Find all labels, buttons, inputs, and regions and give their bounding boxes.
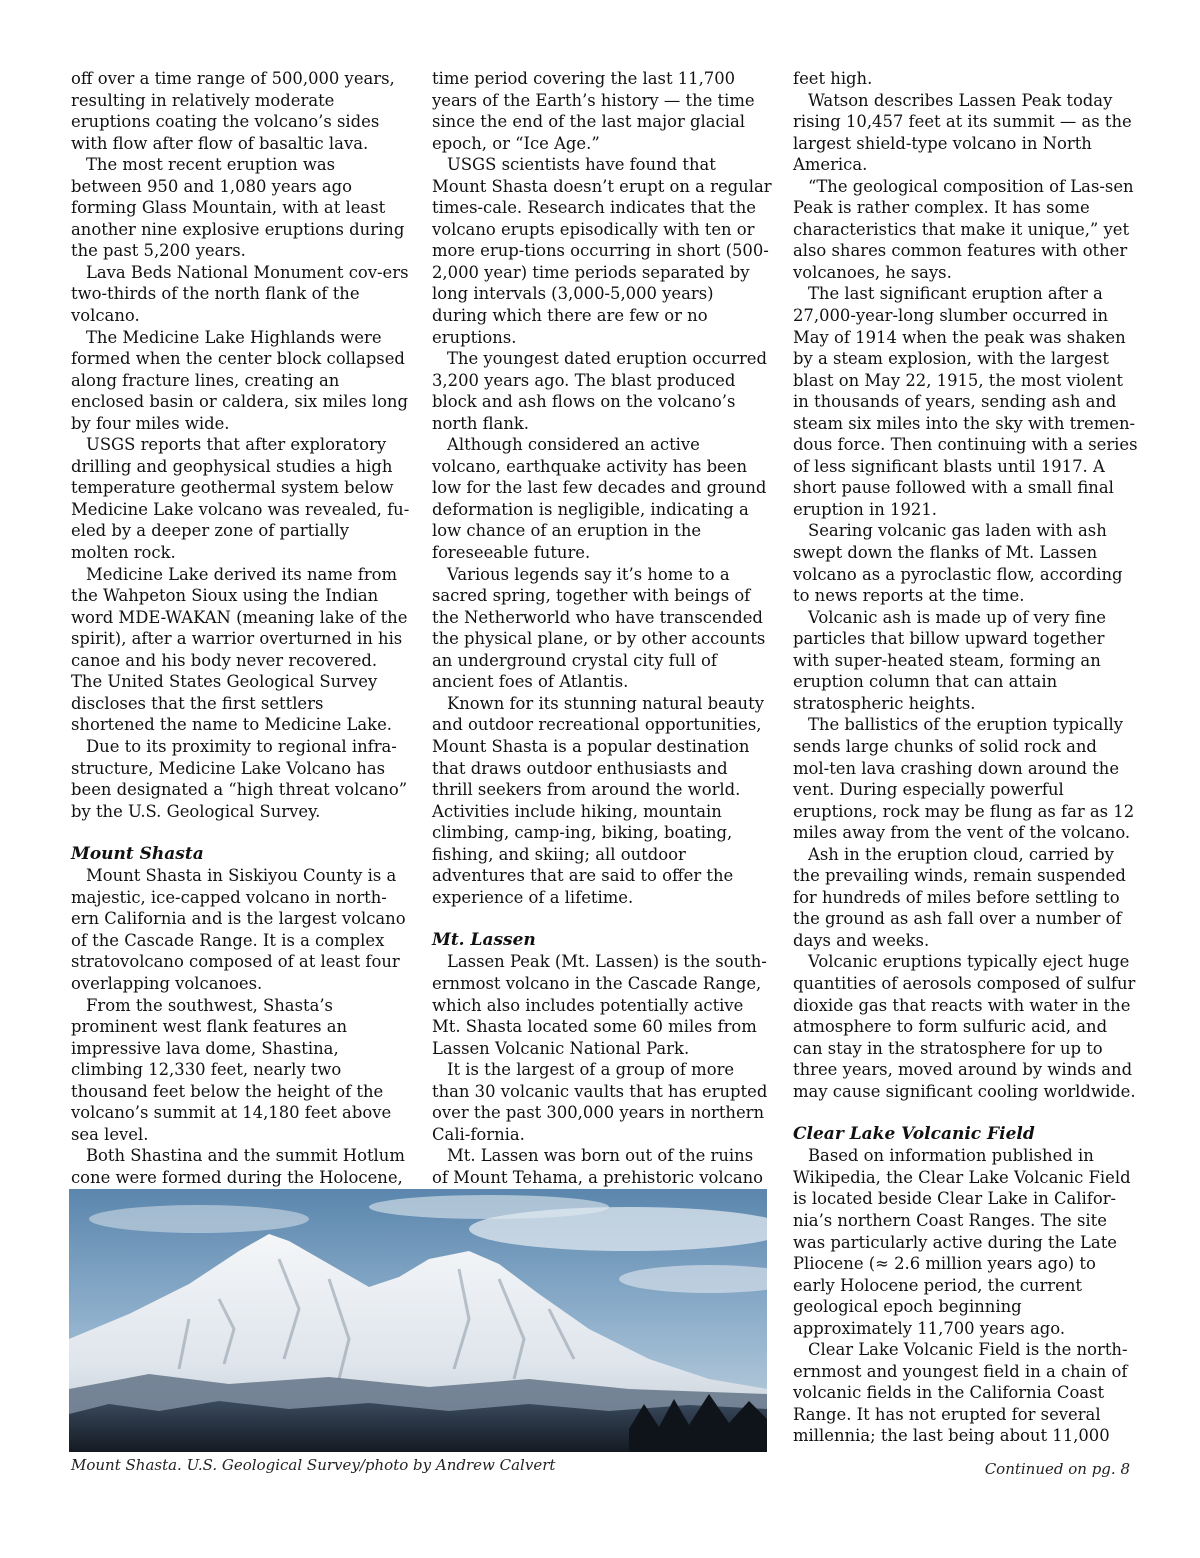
paragraph: It is the largest of a group of more than 30 volcanic vaults that has erupted over the past 300,000 years in northern Cali-fornia.	[432, 1060, 768, 1144]
paragraph: From the southwest, Shasta’s prominent west flank features an impressive lava dome, Shastina, climbing 12,330 feet, nearly two thousand feet below the height of the volcano’s summit at 14,180 feet above sea level.	[71, 995, 392, 1144]
paragraph: Medicine Lake derived its name from the Wahpeton Sioux using the Indian word MDE-WAKAN (meaning lake of the spirit), after a warrior overturned in his canoe and his body never recovered. The United States Geological Survey discloses that the first settlers shortened the name to Medicine Lake.	[71, 564, 408, 735]
paragraph: Clear Lake Volcanic Field is the north-ernmost and youngest field in a chain of volcanic fields in the California Coast Range. It has not erupted for several millennia; the last being about 11,000	[793, 1340, 1128, 1446]
continued-note: Continued on pg. 8	[984, 1460, 1130, 1478]
paragraph: Due to its proximity to regional infra-structure, Medicine Lake Volcano has been designated a “high threat volcano” by the U.S. Geological Survey.	[71, 736, 408, 821]
section-heading: Mount Shasta	[71, 843, 204, 864]
paragraph: The most recent eruption was between 950 and 1,080 years ago forming Glass Mountain, with at least another nine explosive eruptions during the past 5,200 years.	[71, 155, 405, 261]
section-heading: Clear Lake Volcanic Field	[793, 1123, 1035, 1144]
section-spacer	[71, 822, 411, 844]
paragraph: The Medicine Lake Highlands were formed when the center block collapsed along fracture lines, creating an enclosed basin or caldera, six miles long by four miles wide.	[71, 327, 408, 433]
paragraph: Ash in the eruption cloud, carried by the prevailing winds, remain suspended for hundreds of miles before settling to the ground as ash fall over a number of days and weeks.	[793, 844, 1126, 950]
paragraph: Mount Shasta in Siskiyou County is a majestic, ice-capped volcano in north-ern California and is the largest volcano of the Cascade Range. It is a complex stratovolcano composed of at least four overlapping volcanoes.	[71, 866, 406, 993]
paragraph: Based on information published in Wikipedia, the Clear Lake Volcanic Field is located beside Clear Lake in Califor-nia’s northern Coast Ranges. The site was particularly active during the Late Pliocene (≈ 2.6 million years ago) to early Holocene period, the current geological epoch beginning approximately 11,700 years ago.	[793, 1146, 1131, 1338]
section-spacer	[793, 1102, 1138, 1124]
paragraph: USGS scientists have found that Mount Shasta doesn’t erupt on a regular times-cale. Research indicates that the volcano erupts episodically with ten or more erup-tions occurring in short (500-2,000 year) time periods separated by long intervals (3,000-5,000 years) during which there are few or no eruptions.	[432, 155, 772, 347]
paragraph: off over a time range of 500,000 years, resulting in relatively moderate eruptions coating the volcano’s sides with flow after flow of basaltic lava.	[71, 69, 395, 153]
paragraph: Lava Beds National Monument cov-ers two-thirds of the north flank of the volcano.	[71, 262, 409, 326]
text-column-1	[71, 68, 411, 1210]
paragraph: The ballistics of the eruption typically sends large chunks of solid rock and mol-ten lava crashing down around the vent. During especially powerful eruptions, rock may be flung as far as 12 miles away from the vent of the volcano.	[793, 715, 1135, 843]
paragraph: Both Shastina and the summit Hotlum cone were formed during the Holocene,	[71, 1146, 405, 1187]
paragraph: Known for its stunning natural beauty and outdoor recreational opportunities, Mount Shasta is a popular destination that draws outdoor enthusiasts and thrill seekers from around the world. Activities include hiking, mountain climbing, camp-ing, biking, boating, fishing, and skiing; all outdoor adventures that are said to offer the experience of a lifetime.	[432, 693, 764, 907]
paragraph: The last significant eruption after a 27,000-year-long slumber occurred in May of 1914 when the peak was shaken by a steam explosion, with the largest blast on May 22, 1915, the most violent in thousands of years, sending ash and steam six miles into the sky with tremen-dous force. Then continuing with a series of less significant blasts until 1917. A short pause followed with a small final eruption in 1921.	[793, 284, 1138, 519]
photo-caption: Mount Shasta. U.S. Geological Survey/photo by Andrew Calvert	[71, 1456, 556, 1474]
paragraph: Volcanic ash is made up of very fine particles that billow upward together with super-heated steam, forming an eruption column that can attain stratospheric heights.	[793, 607, 1106, 713]
paragraph: Various legends say it’s home to a sacred spring, together with beings of the Netherworld who have transcended the physical plane, or by other accounts an underground crystal city full of ancient foes of Atlantis.	[432, 564, 766, 692]
paragraph: feet high.	[793, 69, 873, 88]
paragraph: Although considered an active volcano, earthquake activity has been low for the last few decades and ground deformation is negligible, indicating a low chance of an eruption in the foreseeable future.	[432, 435, 767, 563]
text-column-2	[432, 68, 772, 1253]
section-heading: Mt. Lassen	[432, 929, 536, 950]
paragraph: time period covering the last 11,700 years of the Earth’s history — the time since the end of the last major glacial epoch, or “Ice Age.”	[432, 69, 755, 153]
paragraph: Searing volcanic gas laden with ash swept down the flanks of Mt. Lassen volcano as a pyroclastic flow, according to news reports at the time.	[793, 521, 1123, 606]
paragraph: Volcanic eruptions typically eject huge quantities of aerosols composed of sulfur dioxide gas that reacts with water in the atmosphere to form sulfuric acid, and can stay in the stratosphere for up to three years, moved around by winds and may cause significant cooling worldwide.	[793, 952, 1136, 1101]
paragraph: “The geological composition of Las-sen Peak is rather complex. It has some characteristics that make it unique,” yet also shares common features with other volcanoes, he says.	[793, 176, 1134, 282]
paragraph: Mt. Lassen was born out of the ruins of Mount Tehama, a prehistoric volcano	[432, 1146, 764, 1187]
section-spacer	[432, 908, 772, 930]
paragraph: USGS reports that after exploratory drilling and geophysical studies a high temperature geothermal system below Medicine Lake volcano was revealed, fu-eled by a deeper zone of partially molten rock.	[71, 435, 410, 563]
paragraph: Lassen Peak (Mt. Lassen) is the south-ernmost volcano in the Cascade Range, which also includes potentially active Mt. Shasta located some 60 miles from Lassen Volcanic National Park.	[432, 952, 767, 1058]
paragraph: The youngest dated eruption occurred 3,200 years ago. The blast produced block and ash flows on the volcano’s north flank.	[432, 349, 767, 433]
text-column-3	[793, 68, 1138, 1447]
paragraph: Watson describes Lassen Peak today rising 10,457 feet at its summit — as the largest shield-type volcano in North America.	[793, 90, 1132, 175]
mount-shasta-photo	[69, 1189, 767, 1452]
